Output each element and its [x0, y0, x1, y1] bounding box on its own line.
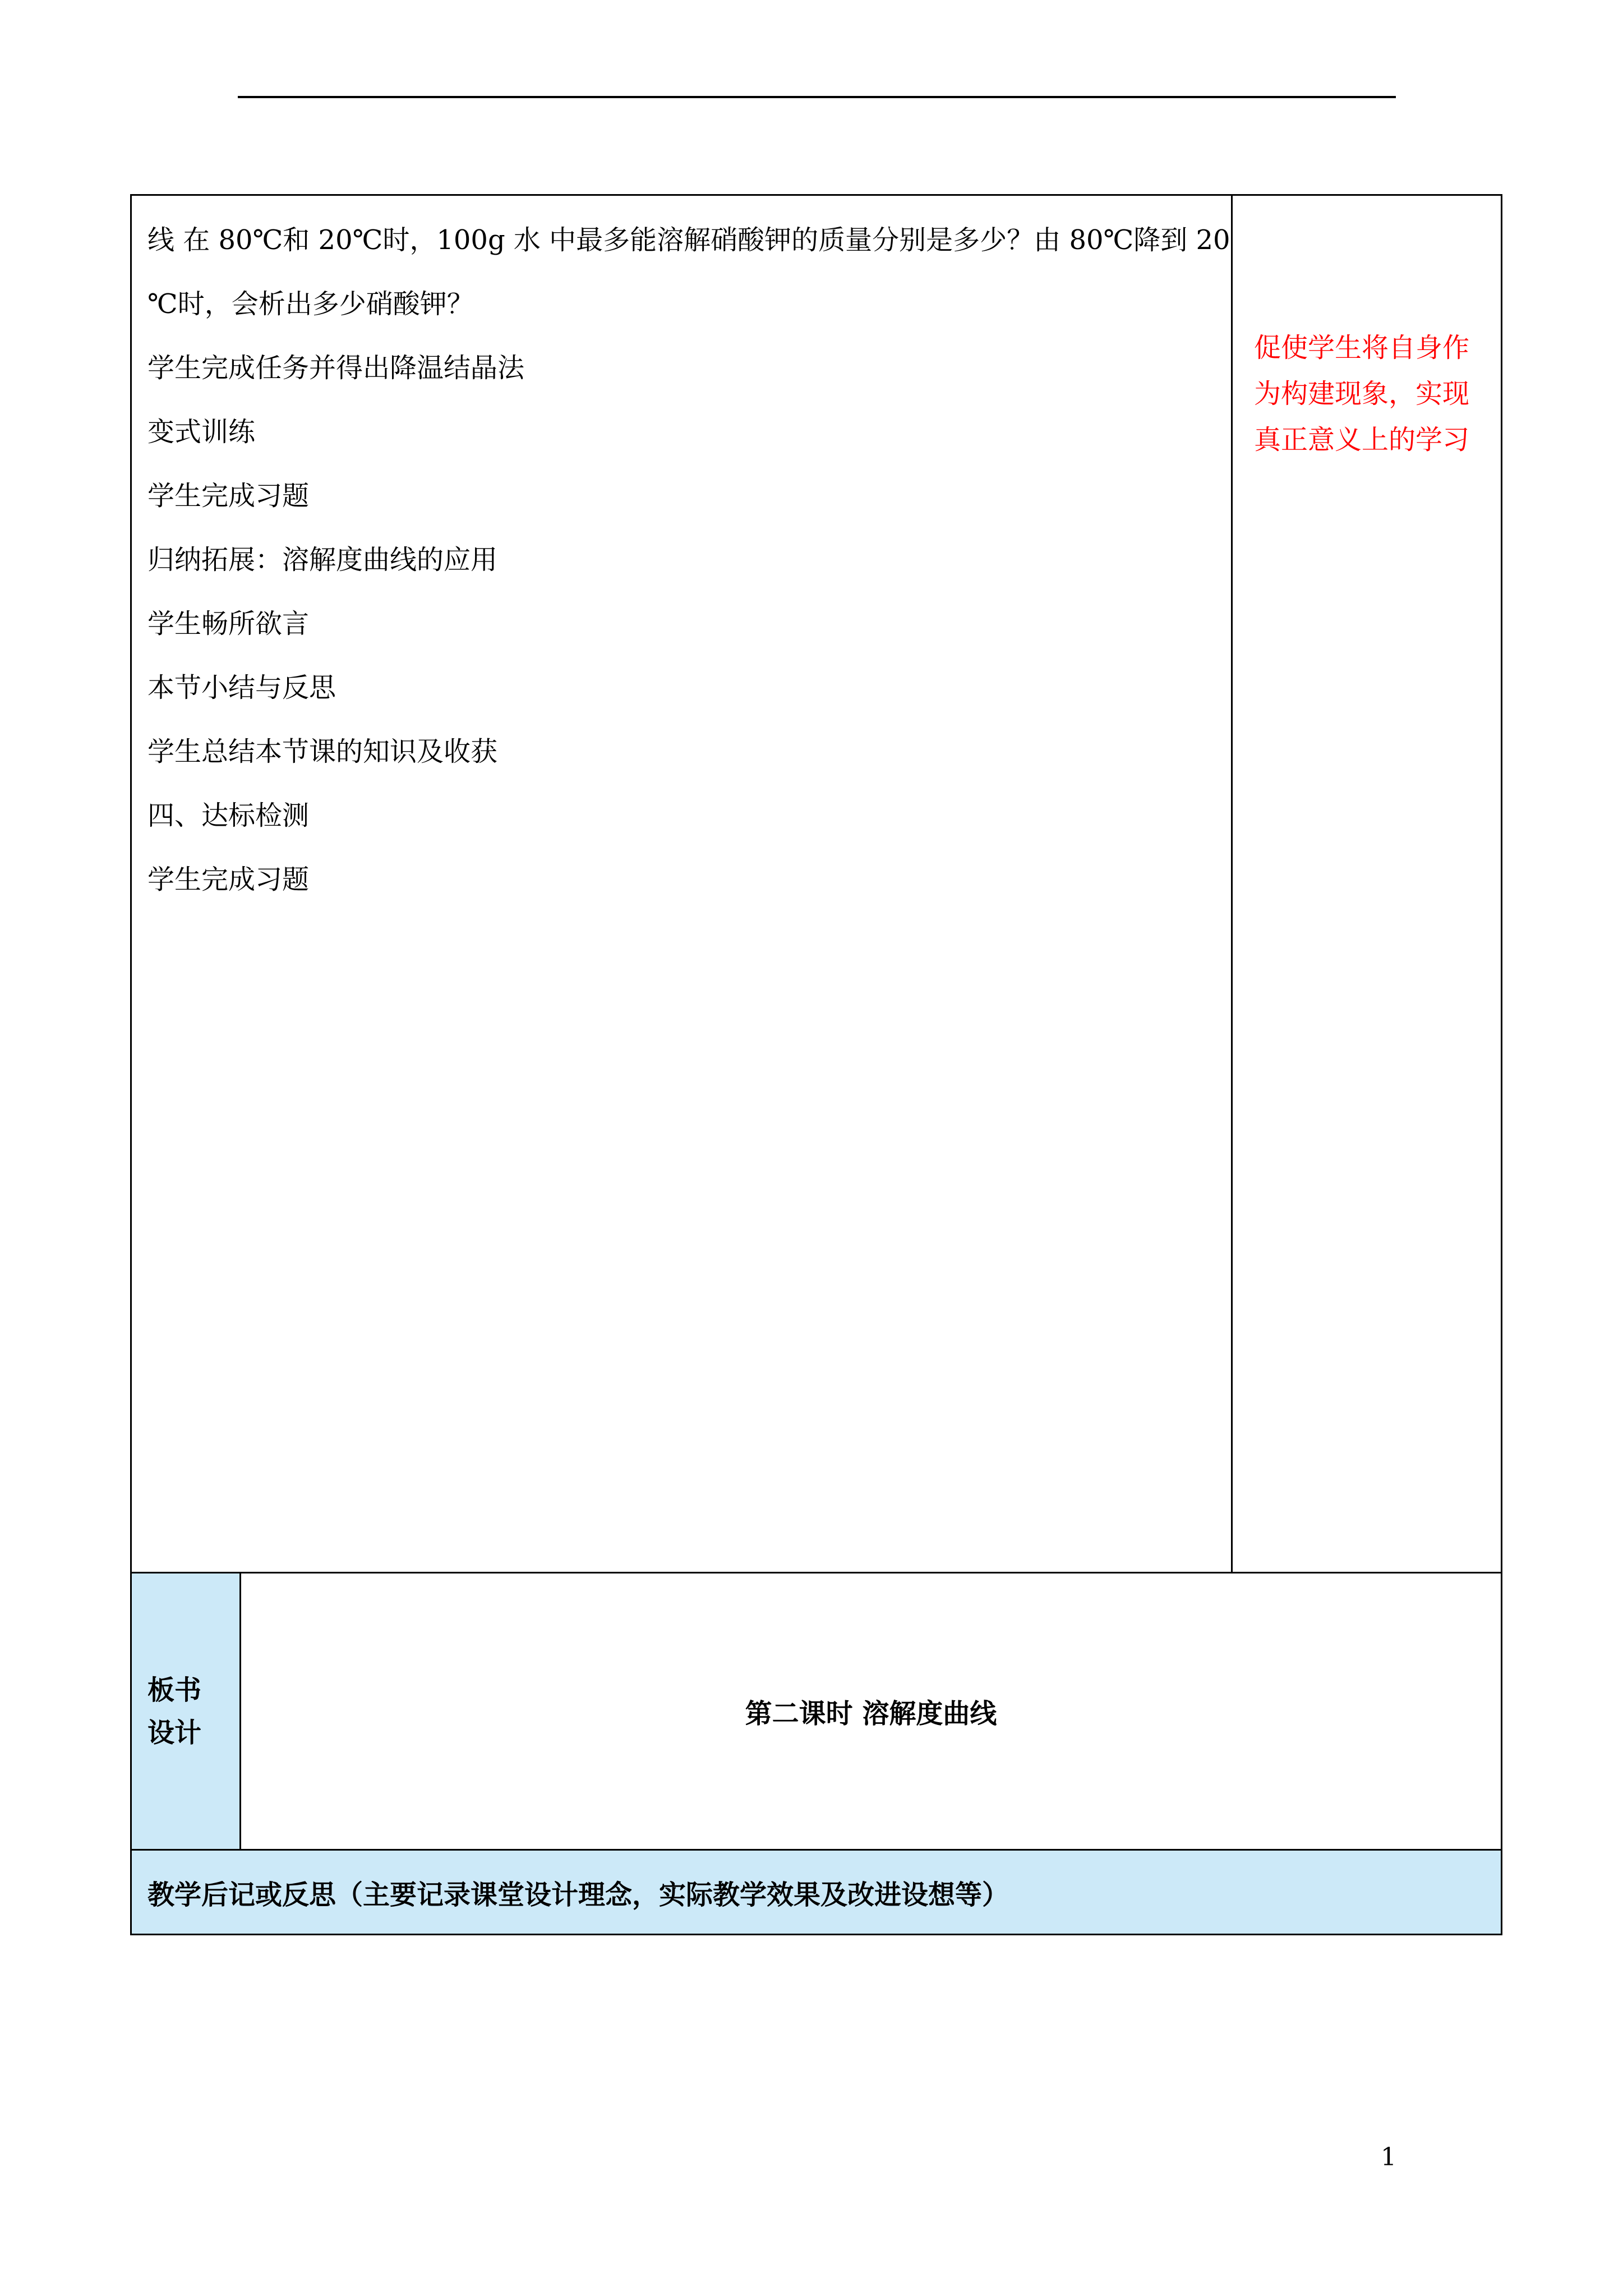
reflection-row [132, 1851, 1501, 1934]
teaching-process-row [132, 196, 1501, 1573]
process-line: 学生畅所欲言 [147, 608, 310, 639]
board-title: 第二课时 溶解度曲线 [745, 1698, 997, 1729]
process-line: 学生完成习题 [147, 864, 310, 895]
lesson-plan-table [130, 194, 1502, 1935]
process-line: 学生总结本节课的知识及收获 [147, 736, 498, 767]
process-line: 学生完成习题 [147, 480, 310, 512]
page-number: 1 [1381, 2143, 1396, 2171]
design-intent-cell [1233, 196, 1501, 1572]
reflection-label: 教学后记或反思（主要记录课堂设计理念，实际教学效果及改进设想等） [147, 1879, 1009, 1911]
process-line: 本节小结与反思 [147, 672, 336, 703]
design-intent-note: 真正意义上的学习 [1254, 424, 1470, 455]
header-rule [238, 96, 1396, 98]
process-line: 线 在 80℃和 20℃时，100g 水 中最多能溶解硝酸钾的质量分别是多少？由 80℃降到 20 [147, 224, 1230, 256]
board-label-line: 板书 [147, 1674, 202, 1706]
process-line: ℃时，会析出多少硝酸钾？ [147, 288, 474, 320]
process-line: 学生完成任务并得出降温结晶法 [147, 352, 525, 384]
board-design-row [132, 1573, 1501, 1851]
teaching-process-cell [132, 196, 1233, 1572]
process-line: 四、达标检测 [147, 800, 310, 831]
design-intent-note: 促使学生将自身作 [1254, 332, 1470, 364]
board-design-content [241, 1573, 1501, 1849]
process-line: 变式训练 [147, 416, 256, 448]
board-label-line: 设计 [147, 1717, 202, 1749]
design-intent-note: 为构建现象，实现 [1254, 378, 1470, 409]
board-design-label [132, 1573, 241, 1849]
process-line: 归纳拓展：溶解度曲线的应用 [147, 544, 498, 576]
